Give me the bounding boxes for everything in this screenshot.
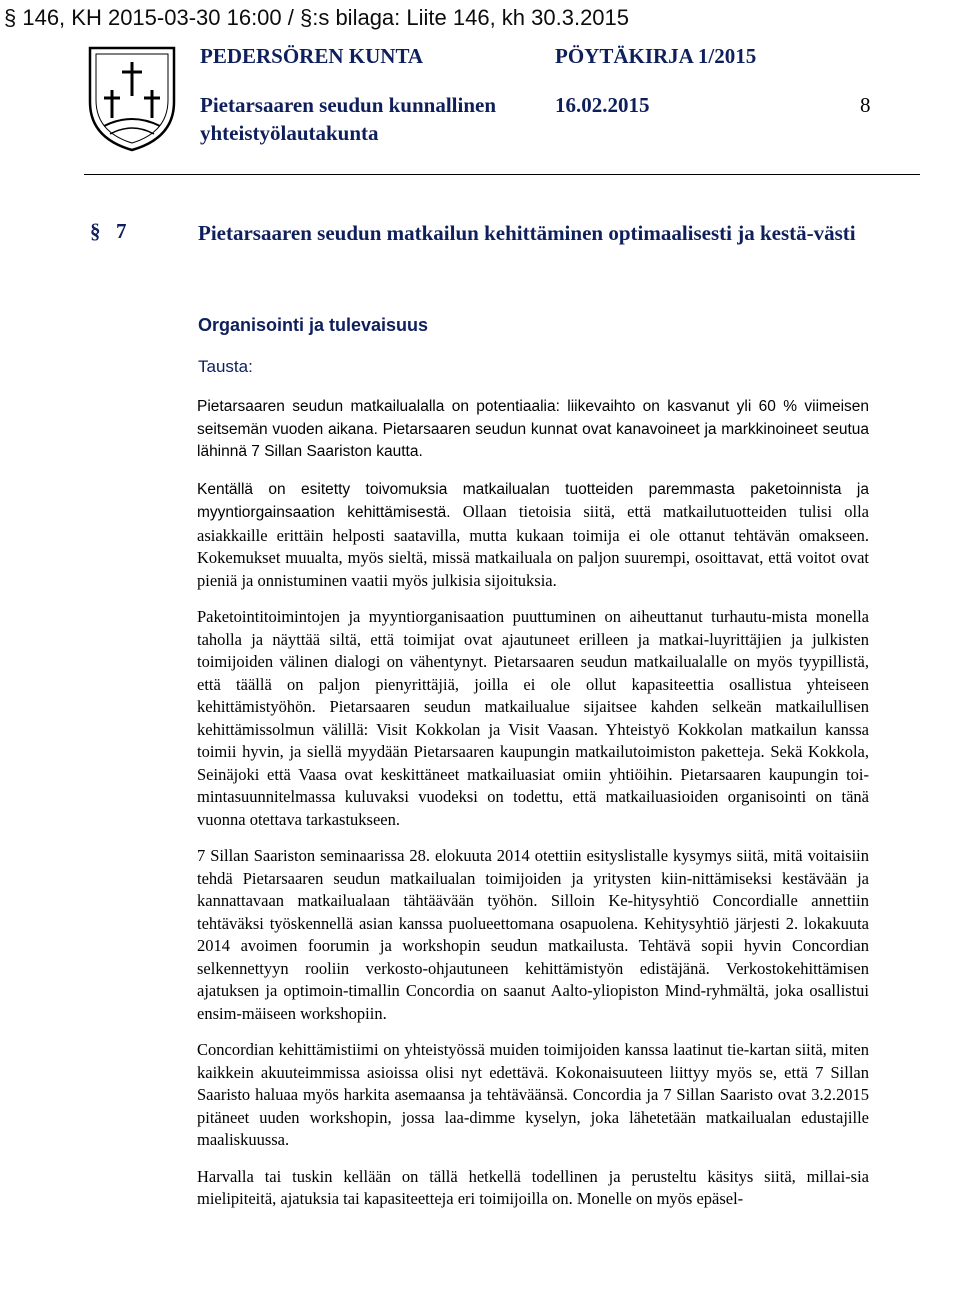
document-body — [197, 396, 869, 1225]
organization-name: Pietarsaaren seudun kunnallinen — [200, 93, 497, 117]
section-number: 7 — [116, 219, 127, 243]
paragraph: Concordian kehittämistiimi on yhteistyössä muiden toimijoiden kanssa laatinut tie-kartan siitä, miten kaikkein akuuteimmissa asioissa olisi nyt edettävä. Kokonaisuuteen liittyy myös se, että 7 Sillan Saaristo haluaa myös harkita asemaansa ja tehtäväänsä. Concordia ja 7 Sillan Saaristo ovat 3.2.2015 pitäneet uuden workshopin, jossa laa-dimme kyselyn, joka lähetetään matkailualan edustajille maaliskuussa. — [197, 1040, 869, 1149]
paragraph: Paketointitoimintojen ja myyntiorganisaation puuttuminen on aiheuttanut turhautu-mista monella taholla ja näyttää siltä, että toimijat ovat ajautuneet erilleen ja matkai-luyrittäjien ja julkisten toimijoiden välinen dialogi on vähentynyt. Pietarsaaren seudun matkailualalle on myös tyypillistä, että täällä on paljon pienyrittäjiä, joilla ei ole ollut kapasiteettia osallistua yhteiseen kehittämistyöhön. Pietarsaaren seudun matkailualue sijaitsee kahden selkeän matkailullisen kehittämissolmun välillä: Visit Kokkolan ja Visit Vaasan. Yhteistyö Kokkolan matkailun kanssa toimii hyvin, ja siellä myydään Pietarsaaren kaupungin matkailutoimiston paketteja. Sekä Kokkola, Seinäjoki että Vaasa ovat keskittäneet matkailuasiat omiin yhtiöihin. Pietarsaaren kaupungin toi-mintasuunnitelmassa kuluvaksi vuodeksi on todettu, että matkailuasioiden organisointi on tänä vuonna otettava tarkastukseen. — [197, 607, 869, 829]
organization-name-line2: yhteistyölautakunta — [200, 121, 379, 145]
attachment-banner: § 146, KH 2015-03-30 16:00 / §:s bilaga: Liite 146, kh 30.3.2015 — [4, 5, 630, 30]
document-id: PÖYTÄKIRJA 1/2015 — [555, 44, 757, 68]
background-label: Tausta: — [198, 357, 253, 376]
coat-of-arms-icon — [86, 42, 178, 154]
paragraph: Harvalla tai tuskin kellään on tällä hetkellä todellinen ja perusteltu käsitys siitä, millai-sia mielipiteitä, ajatuksia tai kapasiteetteja eri toimijoilla on. Monelle on myös epäsel- — [197, 1166, 869, 1208]
paragraph: 7 Sillan Saariston seminaarissa 28. elokuuta 2014 otettiin esityslistalle kysymys siitä, mitä voitaisiin tehdä Pietarsaaren seudun matkailualan toimijoiden ja yritysten kiin-nittämiseksi kestävään ja kannattavaan matkailualaan tähtäävään työhön. Silloin Ke-hitysyhtiö Concordialle annettiin tehtäväksi työskennellä asian kanssa puolueettomana osapuolena. Kehitysyhtiö järjesti 2. lokakuuta 2014 avoimen foorumin ja workshopin seudun matkailusta. Tehtävä sopii hyvin Concordian selkennettyyn rooliin verkosto-ohjautuneen kehittämistyön edistäjänä. Verkostokehittämisen ajatuksen ja optimoin-timallin Concordia on saanut Aalto-yliopiston Mind-ryhmältä, joka osallistui ensim-mäiseen workshopiin. — [197, 846, 869, 1023]
subheading: Organisointi ja tulevaisuus — [198, 315, 429, 335]
section-title: Pietarsaaren seudun matkailun kehittäminen optimaalisesti ja kestä-västi — [198, 221, 856, 245]
municipality-name: PEDERSÖREN KUNTA — [200, 44, 424, 68]
paragraph: Pietarsaaren seudun matkailualalla on potentiaalia: liikevaihto on kasvanut yli 60 % viimeisen seitsemän vuoden aikana. Pietarsaaren seudun kunnat ovat kanavoineet ja markkinoineet seutua lähinnä 7 Sillan Saariston kautta. — [197, 398, 869, 460]
paragraph-part: Kentällä on esitetty toivomuksia matkailualan tuotteiden paremmasta paketoinnista ja myyntiorgainsaation kehittämisestä. — [197, 480, 869, 521]
paragraph — [197, 478, 869, 593]
meeting-date: 16.02.2015 — [555, 93, 650, 117]
paragraph-part: Ollaan tietoisia siitä, että matkailutuotteiden tulisi olla asiakkaille erittäin helposti saatavilla, mutta kukaan toimija ei ole ottanut tehtävän omakseen. Kokemukset muualta, myös sieltä, missä matkailuala on paljon suurempi, osoittavat, että voitot ovat pieniä ja onnistuminen vaatii myös julkisia sijoituksia. — [197, 502, 869, 590]
section-mark: § — [90, 219, 101, 243]
page-number: 8 — [860, 93, 871, 117]
header-divider — [84, 174, 920, 175]
